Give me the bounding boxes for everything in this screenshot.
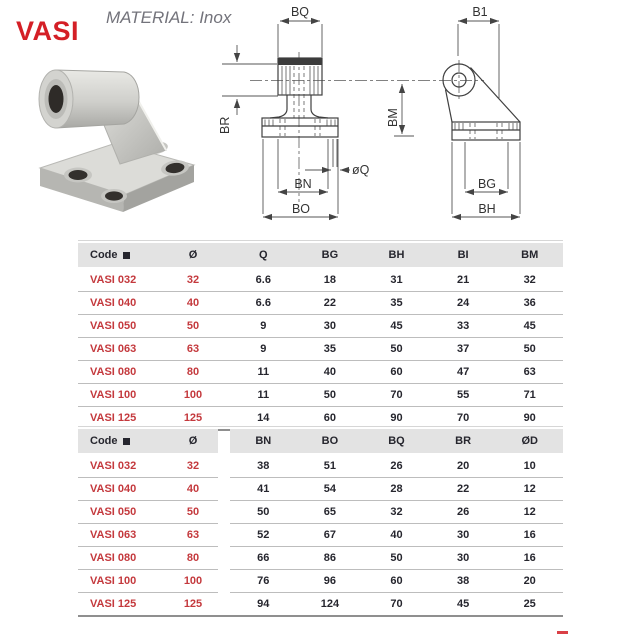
value-cell: 38 <box>230 455 297 478</box>
dim-label-b1: B1 <box>472 5 488 19</box>
value-cell: 70 <box>363 593 430 617</box>
code-header-label: Code <box>90 435 118 447</box>
table-row <box>78 524 563 547</box>
dim-label-bo: BO <box>291 202 311 216</box>
value-cell: 70 <box>363 384 430 407</box>
row-gap <box>218 455 230 477</box>
diameter-cell: 100 <box>168 570 218 593</box>
value-cell: 52 <box>230 524 297 547</box>
value-column-header: BI <box>430 243 497 267</box>
value-cell: 12 <box>496 501 563 524</box>
code-cell: VASI 100 <box>78 384 168 407</box>
diameter-cell: 80 <box>168 547 218 570</box>
value-cell: 32 <box>363 501 430 524</box>
value-column-header: BG <box>297 243 364 267</box>
table-body <box>78 455 563 617</box>
table-row <box>78 338 563 361</box>
value-cell: 20 <box>496 570 563 593</box>
value-cell: 96 <box>297 570 364 593</box>
value-cell: 32 <box>496 269 563 292</box>
footer-brand-mark <box>557 631 568 634</box>
table-row <box>78 315 563 338</box>
code-header-label: Code <box>90 249 118 261</box>
value-cell: 9 <box>230 338 297 361</box>
diameter-cell: 80 <box>168 361 218 384</box>
value-cell: 90 <box>363 407 430 431</box>
code-header-square-icon <box>123 252 130 259</box>
value-cell: 35 <box>297 338 364 361</box>
hidden-lines <box>280 66 502 139</box>
row-gap <box>218 269 230 292</box>
value-column-header: BO <box>297 429 364 453</box>
table-row <box>78 455 563 478</box>
dim-label-bq: BQ <box>290 5 310 19</box>
diameter-cell: 40 <box>168 478 218 501</box>
header-gap <box>218 429 230 453</box>
value-cell: 50 <box>230 501 297 524</box>
value-cell: 30 <box>430 547 497 570</box>
value-cell: 14 <box>230 407 297 431</box>
diameter-cell: 32 <box>168 455 218 478</box>
value-cell: 60 <box>363 570 430 593</box>
technical-drawing <box>0 0 640 238</box>
value-column-header: BQ <box>363 429 430 453</box>
row-gap <box>218 501 230 523</box>
table-row <box>78 570 563 593</box>
code-cell: VASI 032 <box>78 455 168 478</box>
value-cell: 24 <box>430 292 497 315</box>
table-row <box>78 501 563 524</box>
code-cell: VASI 063 <box>78 524 168 547</box>
table-body <box>78 269 563 431</box>
value-cell: 90 <box>496 407 563 431</box>
value-cell: 40 <box>297 361 364 384</box>
code-cell: VASI 040 <box>78 478 168 501</box>
row-gap <box>218 593 230 617</box>
code-cell: VASI 100 <box>78 570 168 593</box>
code-cell: VASI 040 <box>78 292 168 315</box>
value-cell: 22 <box>297 292 364 315</box>
value-cell: 31 <box>363 269 430 292</box>
table-header-row <box>78 243 563 267</box>
code-column-header <box>78 243 168 267</box>
value-column-header: Q <box>230 243 297 267</box>
row-gap <box>218 315 230 338</box>
code-cell: VASI 050 <box>78 315 168 338</box>
dim-label-bm: BM <box>386 108 400 127</box>
value-cell: 30 <box>430 524 497 547</box>
value-cell: 26 <box>430 501 497 524</box>
row-gap <box>218 384 230 407</box>
diameter-column-header: Ø <box>168 243 218 267</box>
value-cell: 20 <box>430 455 497 478</box>
value-cell: 86 <box>297 547 364 570</box>
value-cell: 33 <box>430 315 497 338</box>
diameter-cell: 63 <box>168 338 218 361</box>
value-cell: 25 <box>496 593 563 617</box>
value-cell: 16 <box>496 547 563 570</box>
header-gap <box>218 243 230 267</box>
row-gap <box>218 292 230 315</box>
diameter-cell: 125 <box>168 593 218 617</box>
dimension-table-2 <box>78 426 563 617</box>
table-row <box>78 547 563 570</box>
value-cell: 11 <box>230 384 297 407</box>
value-column-header: BN <box>230 429 297 453</box>
value-cell: 41 <box>230 478 297 501</box>
diameter-cell: 50 <box>168 501 218 524</box>
material-label: MATERIAL: Inox <box>106 8 232 27</box>
dim-label-br: BR <box>218 116 232 134</box>
value-cell: 94 <box>230 593 297 617</box>
diameter-cell: 125 <box>168 407 218 431</box>
value-cell: 70 <box>430 407 497 431</box>
table-row <box>78 269 563 292</box>
table-row <box>78 292 563 315</box>
code-cell: VASI 063 <box>78 338 168 361</box>
code-header-square-icon <box>123 438 130 445</box>
value-cell: 47 <box>430 361 497 384</box>
row-gap <box>218 570 230 592</box>
row-gap <box>218 547 230 569</box>
value-cell: 60 <box>363 361 430 384</box>
diameter-cell: 40 <box>168 292 218 315</box>
value-cell: 36 <box>496 292 563 315</box>
value-cell: 28 <box>363 478 430 501</box>
table-row <box>78 593 563 617</box>
value-cell: 40 <box>363 524 430 547</box>
table-row <box>78 478 563 501</box>
value-cell: 50 <box>496 338 563 361</box>
side-view <box>443 64 520 140</box>
row-gap <box>218 478 230 500</box>
row-gap <box>218 361 230 384</box>
value-cell: 67 <box>297 524 364 547</box>
value-cell: 124 <box>297 593 364 617</box>
brand-title: VASI <box>16 16 80 46</box>
code-column-header <box>78 429 168 453</box>
value-cell: 35 <box>363 292 430 315</box>
code-cell: VASI 125 <box>78 407 168 431</box>
value-cell: 30 <box>297 315 364 338</box>
dim-label-oq: øQ <box>352 163 370 177</box>
value-cell: 10 <box>496 455 563 478</box>
value-cell: 66 <box>230 547 297 570</box>
value-cell: 50 <box>363 547 430 570</box>
table-header-row <box>78 429 563 453</box>
value-cell: 37 <box>430 338 497 361</box>
dimension-table-1 <box>78 240 563 431</box>
value-column-header: BH <box>363 243 430 267</box>
dimension-lines <box>222 21 520 217</box>
code-cell: VASI 080 <box>78 361 168 384</box>
value-column-header: BM <box>496 243 563 267</box>
diameter-cell: 32 <box>168 269 218 292</box>
value-cell: 22 <box>430 478 497 501</box>
value-cell: 54 <box>297 478 364 501</box>
dim-label-bh: BH <box>478 202 496 216</box>
value-cell: 71 <box>496 384 563 407</box>
value-cell: 50 <box>297 384 364 407</box>
value-cell: 51 <box>297 455 364 478</box>
value-cell: 9 <box>230 315 297 338</box>
value-cell: 21 <box>430 269 497 292</box>
row-gap <box>218 524 230 546</box>
value-cell: 76 <box>230 570 297 593</box>
value-cell: 55 <box>430 384 497 407</box>
diameter-cell: 50 <box>168 315 218 338</box>
value-cell: 11 <box>230 361 297 384</box>
value-cell: 60 <box>297 407 364 431</box>
value-cell: 16 <box>496 524 563 547</box>
table-row <box>78 384 563 407</box>
value-cell: 38 <box>430 570 497 593</box>
value-cell: 26 <box>363 455 430 478</box>
code-cell: VASI 050 <box>78 501 168 524</box>
table-row <box>78 361 563 384</box>
value-cell: 18 <box>297 269 364 292</box>
value-column-header: ØD <box>496 429 563 453</box>
value-column-header: BR <box>430 429 497 453</box>
dim-label-bn: BN <box>294 177 312 191</box>
value-cell: 6.6 <box>230 292 297 315</box>
value-cell: 50 <box>363 338 430 361</box>
diameter-column-header: Ø <box>168 429 218 453</box>
code-cell: VASI 032 <box>78 269 168 292</box>
value-cell: 63 <box>496 361 563 384</box>
code-cell: VASI 125 <box>78 593 168 617</box>
value-cell: 65 <box>297 501 364 524</box>
value-cell: 12 <box>496 478 563 501</box>
value-cell: 45 <box>496 315 563 338</box>
value-cell: 6.6 <box>230 269 297 292</box>
value-cell: 45 <box>430 593 497 617</box>
dim-label-bg: BG <box>477 177 497 191</box>
code-cell: VASI 080 <box>78 547 168 570</box>
diameter-cell: 100 <box>168 384 218 407</box>
row-gap <box>218 338 230 361</box>
diameter-cell: 63 <box>168 524 218 547</box>
value-cell: 45 <box>363 315 430 338</box>
